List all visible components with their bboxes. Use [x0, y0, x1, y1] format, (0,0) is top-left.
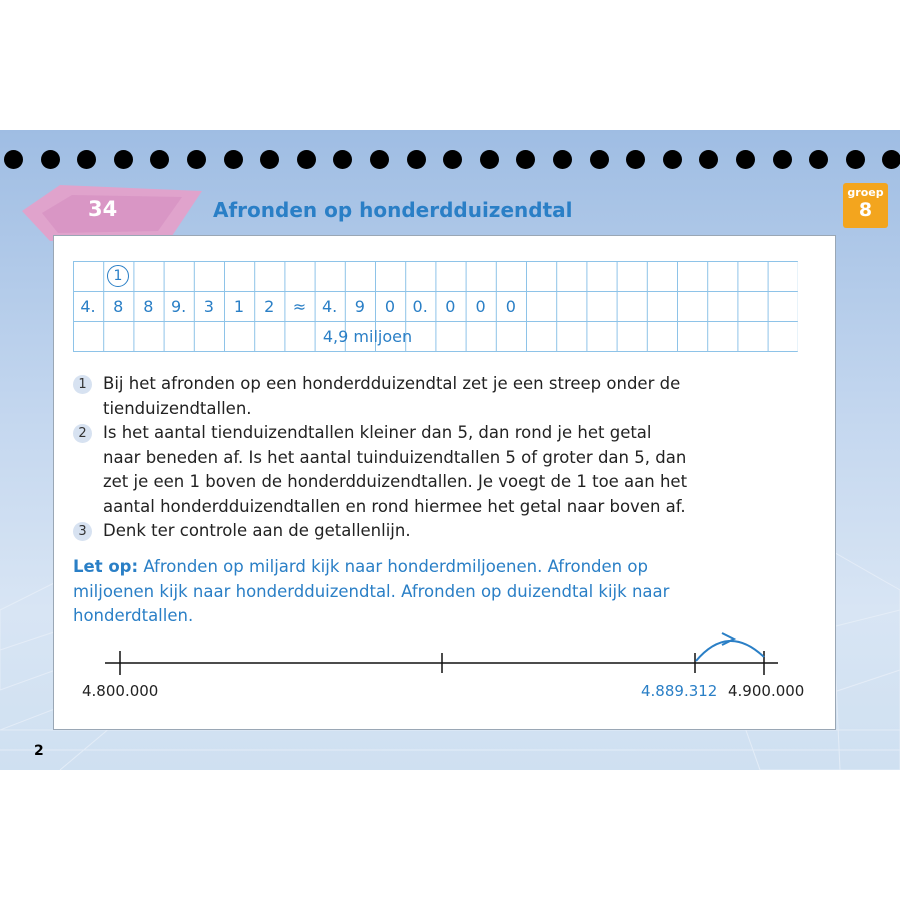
binder-hole	[187, 150, 206, 169]
list-item	[73, 372, 693, 421]
step-text: Is het aantal tienduizendtallen kleiner dan 5, dan rond je het getal naar beneden af. Is het aantal tuinduizendtallen 5 of groter dan 5, dan zet je een 1 boven de honderdduizendtallen. Je voegt de 1 toe aan het aantal honderdduizendtallen en rond hiermee het getal naar boven af.	[103, 423, 688, 516]
grid-cell: 4.	[321, 297, 338, 316]
number-line-start: 4.800.000	[82, 682, 159, 700]
binder-hole	[150, 150, 169, 169]
step-number: 2	[73, 424, 92, 443]
grid-cell: 8	[113, 297, 124, 316]
step-number: 3	[73, 522, 92, 541]
binder-hole	[333, 150, 352, 169]
number-line-end: 4.900.000	[728, 682, 805, 700]
grid-cell: 0	[475, 297, 486, 316]
arrow-head-icon	[722, 633, 734, 645]
grid-cell: 0	[505, 297, 516, 316]
binder-hole	[224, 150, 243, 169]
binder-hole	[882, 150, 900, 169]
binder-hole	[773, 150, 792, 169]
binder-hole	[553, 150, 572, 169]
grid-cell: 0	[445, 297, 456, 316]
binder-hole	[480, 150, 499, 169]
grid-cell: 4.	[80, 297, 96, 316]
binder-hole	[370, 150, 389, 169]
binder-hole	[516, 150, 535, 169]
binder-hole	[297, 150, 316, 169]
binder-hole	[4, 150, 23, 169]
groep-label: groep	[847, 186, 884, 199]
number-line-value: 4.889.312	[641, 682, 718, 700]
binder-hole	[77, 150, 96, 169]
step-text: Denk ter controle aan de getallenlijn.	[103, 521, 411, 540]
binder-hole	[663, 150, 682, 169]
binder-hole	[809, 150, 828, 169]
note-paragraph	[73, 555, 713, 629]
groep-badge	[843, 183, 888, 228]
groep-number: 8	[858, 199, 873, 221]
list-item	[73, 421, 693, 519]
jump-arrow	[696, 641, 764, 661]
binder-hole	[736, 150, 755, 169]
lesson-title: Afronden op honderdduizendtal	[213, 198, 573, 222]
binder-hole	[590, 150, 609, 169]
binder-hole	[114, 150, 133, 169]
grid-cell: ≈	[292, 297, 307, 316]
binder-hole	[407, 150, 426, 169]
steps-list	[73, 372, 693, 544]
binder-hole	[41, 150, 60, 169]
number-line	[100, 625, 790, 675]
binder-hole	[260, 150, 279, 169]
step-text: Bij het afronden op een honderdduizendtal zet je een streep onder de tienduizendtallen.	[103, 374, 681, 418]
step-number: 1	[73, 375, 92, 394]
grid-cell: 2	[264, 297, 275, 316]
rounded-result: 4,9 miljoen	[322, 327, 413, 346]
binder-hole	[626, 150, 645, 169]
grid-cell: 9	[354, 297, 365, 316]
note-text: Afronden op miljard kijk naar honderdmiljoenen. Afronden op miljoenen kijk naar honderdduizendtal. Afronden op duizendtal kijk naar honderdtallen.	[73, 557, 670, 625]
grid-cell: 0.	[412, 297, 428, 316]
grid-cell: 8	[143, 297, 154, 316]
grid-cell: 3	[203, 297, 214, 316]
carry-marker: 1	[107, 265, 129, 287]
grid-cell: 1	[233, 297, 245, 316]
list-item	[73, 519, 693, 544]
note-label: Let op:	[73, 557, 139, 576]
binder-hole	[443, 150, 462, 169]
binder-hole	[699, 150, 718, 169]
page-number: 2	[34, 743, 44, 759]
grid-cell: 9.	[170, 297, 187, 316]
lesson-number: 34	[88, 197, 118, 221]
grid-cell: 0	[384, 297, 396, 316]
binder-hole	[846, 150, 865, 169]
binder-holes	[0, 150, 900, 172]
